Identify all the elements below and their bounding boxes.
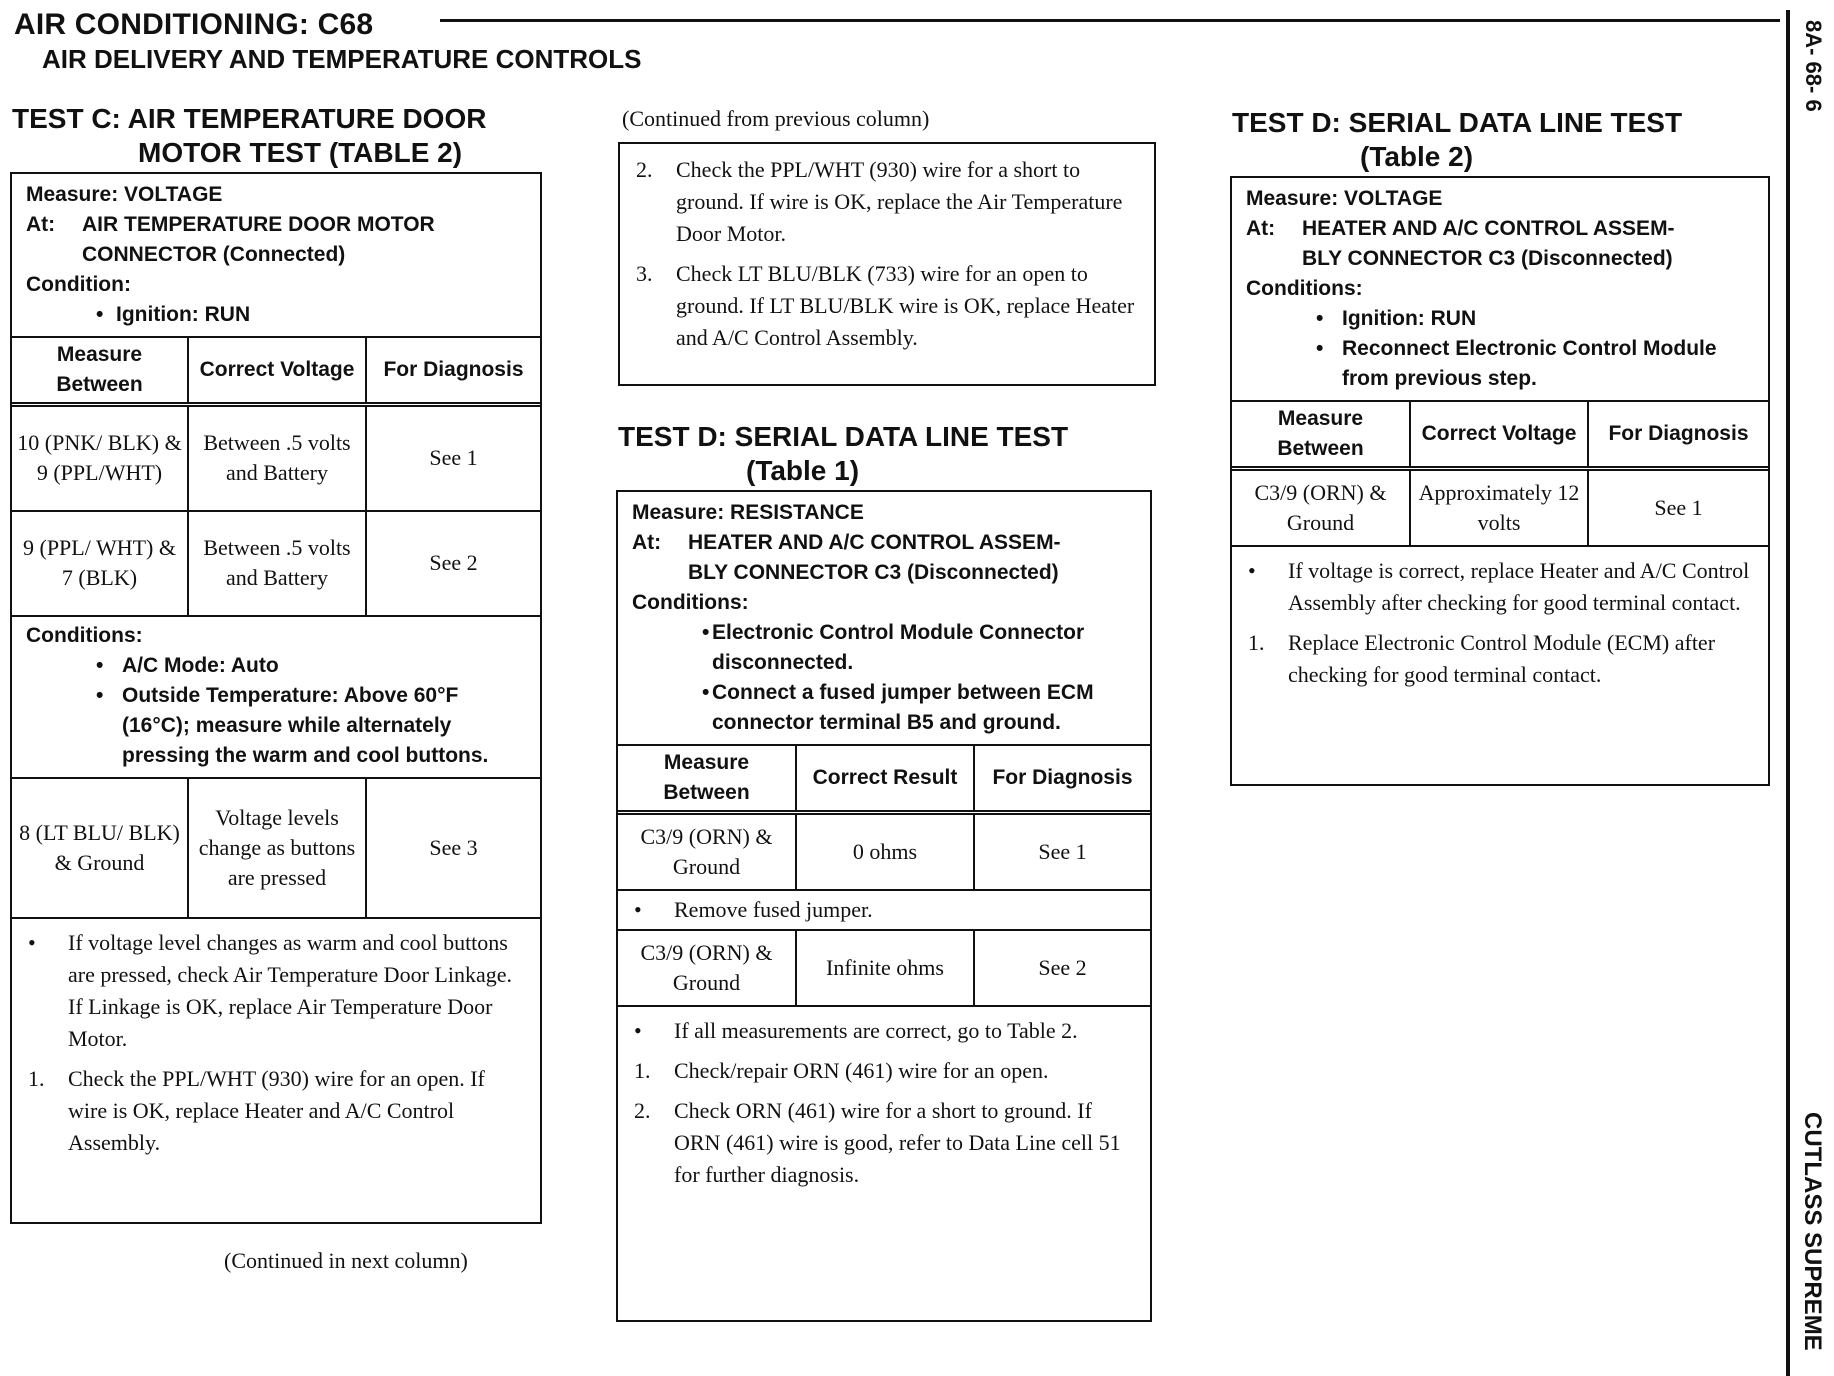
test-c-grid [12, 338, 540, 615]
cell-diagnosis: See 3 [429, 834, 478, 860]
test-d1-title-line1: TEST D: SERIAL DATA LINE TEST [618, 421, 1069, 452]
note-text: Check the PPL/WHT (930) wire for a short to ground. If wire is OK, replace the Air Temperature Door Motor. [676, 157, 1123, 246]
cell-value: Between .5 volts and Battery [188, 405, 366, 511]
col-correct-voltage: Correct Voltage [1410, 402, 1588, 469]
test-d2-at-line1: HEATER AND A/C CONTROL ASSEM- [1302, 217, 1675, 240]
cell-value: Infinite ohms [796, 931, 974, 1005]
col-measure-between: Measure Between [618, 746, 796, 813]
col-for-diagnosis: For Diagnosis [1588, 402, 1768, 469]
note-marker: • [634, 1017, 642, 1043]
test-c-cont-notes [620, 144, 1154, 362]
page-number-text: 8A- 68- 6 [1801, 20, 1826, 112]
note-text: Check ORN (461) wire for a short to ground. If ORN (461) wire is good, refer to Data Line cell 51 for further diagnosis. [674, 1097, 1121, 1187]
test-d2-condition: • Ignition: RUN [1246, 304, 1754, 334]
note-text: If all measurements are correct, go to Table 2. [674, 1017, 1078, 1043]
test-d2-title [1232, 106, 1772, 174]
note-item [24, 927, 526, 1055]
cell-measure: C3/9 (ORN) & Ground [618, 931, 796, 1005]
cell-value: 0 ohms [796, 813, 974, 889]
table-row [12, 779, 540, 917]
note-item [1244, 627, 1754, 691]
side-title-text: CUTLASS SUPREME [1799, 1112, 1826, 1351]
at-label: At: [26, 213, 56, 236]
test-d1-at [632, 528, 1136, 558]
test-c-condition: • Ignition: RUN [26, 300, 526, 330]
test-c-conditions2 [12, 617, 540, 779]
test-d2-table [1232, 402, 1768, 547]
test-c-table2 [12, 779, 540, 919]
col-for-diagnosis: For Diagnosis [366, 338, 540, 405]
test-d2-box [1230, 176, 1770, 786]
cell-measure: 10 (PNK/ BLK) & 9 (PPL/WHT) [12, 405, 188, 511]
test-c-title [12, 102, 532, 170]
at-label: At: [632, 531, 662, 554]
test-c-grid2 [12, 779, 540, 917]
test-d1-box [616, 490, 1152, 1322]
test-d1-at-line2: BLY CONNECTOR C3 (Disconnected) [688, 561, 1059, 584]
table-row [1232, 469, 1768, 545]
test-d1-grid [618, 746, 1150, 889]
test-d2-grid [1232, 402, 1768, 545]
cell-diagnosis: See 2 [429, 550, 478, 575]
test-c-conditions-label: Condition: [26, 273, 131, 296]
note-marker: 1. [1248, 629, 1265, 655]
note-marker: 2. [634, 1097, 651, 1123]
note-item [632, 154, 1140, 250]
note-item [1244, 555, 1754, 619]
note-text: Check the PPL/WHT (930) wire for an open. If wire is OK, replace Heater and A/C Control Assembly. [68, 1065, 485, 1155]
note-item [630, 1055, 1136, 1087]
cell-diagnosis: See 1 [1038, 838, 1087, 864]
note-marker: 2. [636, 157, 653, 182]
col-for-diagnosis: For Diagnosis [974, 746, 1150, 813]
cell-measure: C3/9 (ORN) & Ground [618, 813, 796, 889]
note-marker: • [28, 929, 36, 955]
note-text: Check LT BLU/BLK (733) wire for an open to ground. If LT BLU/BLK wire is OK, replace Heater and A/C Control Assembly. [676, 261, 1135, 350]
table-row [618, 813, 1150, 889]
col-correct-result: Correct Result [796, 746, 974, 813]
note-text: Replace Electronic Control Module (ECM) after checking for good terminal contact. [1288, 629, 1716, 687]
cell-value: Voltage levels change as buttons are pressed [188, 779, 366, 917]
test-d1-table [618, 746, 1150, 891]
test-d1-condition: • Connect a fused jumper between ECM connector terminal B5 and ground. [632, 678, 1136, 738]
test-d1-conditions-label: Conditions: [632, 591, 749, 614]
test-c-at-line2: CONNECTOR (Connected) [82, 243, 346, 266]
test-d1-grid2 [618, 931, 1150, 1005]
margin-rule [1786, 10, 1790, 1376]
test-d2-at [1246, 214, 1754, 244]
table-row [12, 405, 540, 511]
test-d1-title-line2: (Table 1) [746, 455, 860, 486]
note-item [630, 1095, 1136, 1191]
note-item [630, 1015, 1136, 1047]
col-measure-between: Measure Between [12, 338, 188, 405]
test-c-notes [12, 919, 540, 1167]
cell-measure: C3/9 (ORN) & Ground [1232, 469, 1410, 545]
test-d1-notes [618, 1007, 1150, 1199]
test-d1-at-line1: HEATER AND A/C CONTROL ASSEM- [688, 531, 1061, 554]
cell-measure: 8 (LT BLU/ BLK) & Ground [12, 779, 188, 917]
note-item [632, 258, 1140, 354]
test-c-box [10, 172, 542, 1224]
note-marker: • [634, 896, 642, 922]
test-d2-spec [1232, 178, 1768, 402]
cell-diagnosis: See 1 [1654, 494, 1703, 520]
note-marker: 1. [634, 1057, 651, 1083]
note-item [630, 894, 1136, 926]
cell-diagnosis: See 2 [1038, 954, 1087, 980]
test-c-title-line2: MOTOR TEST (TABLE 2) [138, 137, 463, 168]
test-c-title-line1: TEST C: AIR TEMPERATURE DOOR [12, 103, 487, 134]
table-header [1232, 402, 1768, 469]
note-marker: 1. [28, 1065, 45, 1091]
test-d2-conditions-label: Conditions: [1246, 277, 1363, 300]
test-d2-notes [1232, 547, 1768, 699]
note-marker: 3. [636, 261, 653, 286]
test-d1-mid-note [618, 891, 1150, 931]
table-header [618, 746, 1150, 813]
continued-next-note: (Continued in next column) [224, 1248, 468, 1273]
cell-value: Approximately 12 volts [1410, 469, 1588, 545]
test-c-at-line1: AIR TEMPERATURE DOOR MOTOR [82, 213, 435, 236]
continued-prev-note: (Continued from previous column) [622, 106, 930, 131]
note-text: Remove fused jumper. [674, 896, 873, 922]
test-d1-title [618, 420, 1158, 488]
test-c-cont-box [618, 142, 1156, 386]
header-rule [440, 19, 1780, 22]
test-d1-spec [618, 492, 1150, 746]
cell-diagnosis: See 1 [366, 405, 540, 511]
side-title [1792, 1112, 1832, 1376]
test-d2-title-line1: TEST D: SERIAL DATA LINE TEST [1232, 107, 1683, 138]
page-subtitle: AIR DELIVERY AND TEMPERATURE CONTROLS [42, 44, 642, 74]
test-d1-measure: Measure: RESISTANCE [632, 501, 864, 524]
test-c-conditions2-label: Conditions: [26, 623, 143, 647]
test-c-condition2: • A/C Mode: Auto [26, 651, 526, 681]
note-text: If voltage is correct, replace Heater and A/C Control Assembly after checking for good terminal contact. [1288, 557, 1750, 615]
at-label: At: [1246, 217, 1276, 240]
col-measure-between: Measure Between [1232, 402, 1410, 469]
test-d2-measure: Measure: VOLTAGE [1246, 187, 1443, 210]
table-row [12, 511, 540, 615]
test-d1-condition: • Electronic Control Module Connector disconnected. [632, 618, 1136, 678]
test-d2-title-line2: (Table 2) [1360, 141, 1474, 172]
cell-value: Between .5 volts and Battery [188, 511, 366, 615]
test-c-spec [12, 174, 540, 338]
page-number [1792, 20, 1832, 160]
test-d2-at-line2: BLY CONNECTOR C3 (Disconnected) [1302, 247, 1673, 270]
note-item [24, 1063, 526, 1159]
test-c-table [12, 338, 540, 617]
test-d2-condition: • Reconnect Electronic Control Module from previous step. [1246, 334, 1754, 394]
col-correct-voltage: Correct Voltage [188, 338, 366, 405]
test-c-condition2: • Outside Temperature: Above 60°F (16°C); measure while alternately pressing the warm and cool buttons. [26, 681, 526, 771]
cell-measure: 9 (PPL/ WHT) & 7 (BLK) [12, 511, 188, 615]
table-row [618, 931, 1150, 1005]
test-d1-table2 [618, 931, 1150, 1007]
test-c-at [26, 210, 526, 240]
table-header [12, 338, 540, 405]
page-title: AIR CONDITIONING: C68 [14, 8, 374, 41]
note-text: If voltage level changes as warm and cool buttons are pressed, check Air Temperature Door Linkage. If Linkage is OK, replace Air Temperature Door Motor. [68, 929, 512, 1051]
note-text: Check/repair ORN (461) wire for an open. [674, 1057, 1049, 1083]
test-c-measure: Measure: VOLTAGE [26, 183, 223, 206]
note-marker: • [1248, 557, 1256, 583]
